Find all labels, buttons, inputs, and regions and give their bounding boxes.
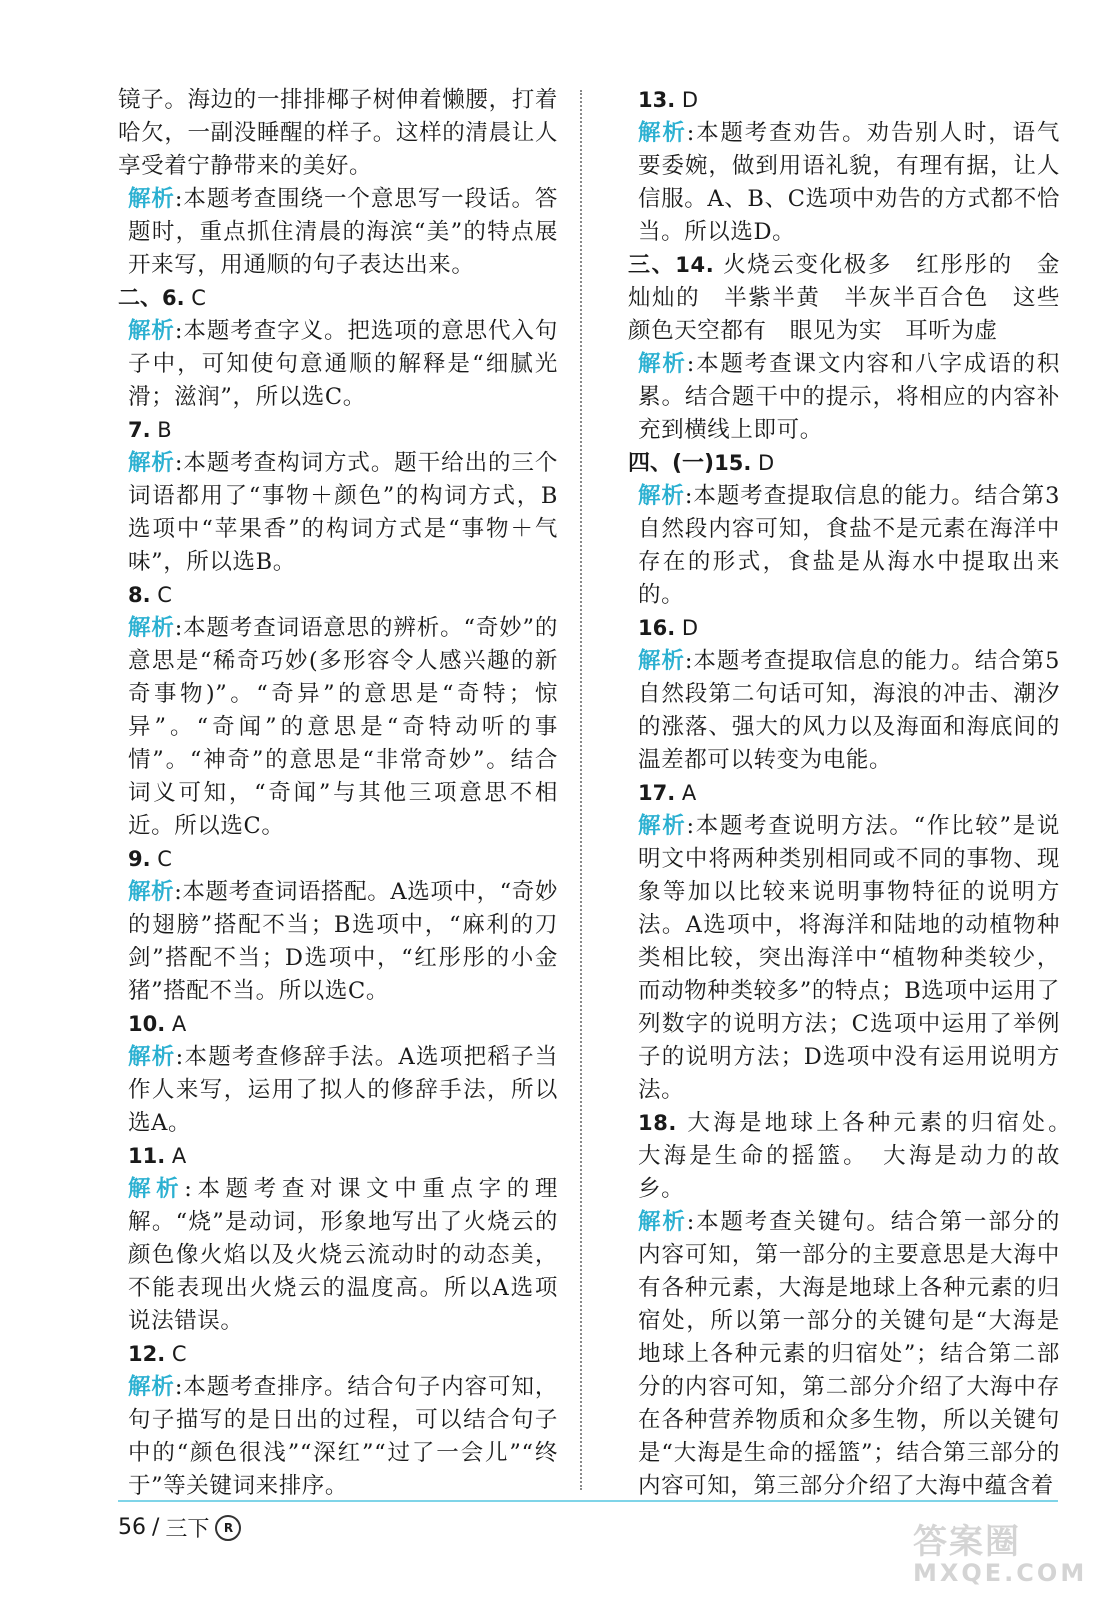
analysis-label: 解析 xyxy=(638,120,687,146)
grade-label: 三下 xyxy=(165,1517,210,1542)
question-number: 13. xyxy=(638,88,676,112)
answer-text: 大海是地球上各种元素的归宿处。 大海是生命的摇篮。 大海是动力的故乡。 xyxy=(638,1110,1084,1202)
watermark-logo-text: 答案圈 xyxy=(913,1522,1021,1562)
analysis-text: :本题考查围绕一个意思写一段话。答题时，重点抓住清晨的海滨“美”的特点展开来写，用通顺的句子表达出来。 xyxy=(128,186,559,278)
analysis-text: :本题考查对课文中重点字的理解。“烧”是动词，形象地写出了火烧云的颜色像火焰以及火烧云流动时的动态美，不能表现出火烧云的温度高。所以A选项说法错误。 xyxy=(128,1176,559,1334)
analysis-label: 解析 xyxy=(638,1209,687,1235)
answer-choice: A xyxy=(675,781,697,805)
question-number: 6. xyxy=(162,286,185,310)
analysis-paragraph xyxy=(628,117,1060,249)
edition-badge-icon: R xyxy=(215,1515,241,1541)
question-number: 8. xyxy=(128,583,151,607)
question-item xyxy=(118,1008,558,1041)
question-number: 16. xyxy=(638,616,676,640)
right-column xyxy=(628,84,1084,1503)
question-item xyxy=(628,447,1060,480)
analysis-paragraph xyxy=(628,645,1060,777)
analysis-paragraph xyxy=(118,1371,558,1503)
question-number: 7. xyxy=(128,418,151,442)
question-item xyxy=(628,612,1060,645)
analysis-text: :本题考查提取信息的能力。结合第3自然段内容可知，食盐不是元素在海洋中存在的形式，食盐是从海水中提取出来的。 xyxy=(638,483,1060,608)
question-item xyxy=(118,1140,558,1173)
analysis-label: 解析 xyxy=(128,450,175,476)
answer-choice: C xyxy=(150,583,172,607)
analysis-text: :本题考查修辞手法。A选项把稻子当作人来写，运用了拟人的修辞手法，所以选A。 xyxy=(128,1044,559,1136)
analysis-paragraph xyxy=(628,810,1060,1107)
analysis-label: 解析 xyxy=(128,615,175,641)
question-number: 17. xyxy=(638,781,676,805)
analysis-paragraph xyxy=(118,1041,558,1140)
analysis-paragraph xyxy=(628,1206,1060,1503)
analysis-text: :本题考查说明方法。“作比较”是说明文中将两种类别相同或不同的事物、现象等加以比较来说明事物特征的说明方法。A选项中，将海洋和陆地的动植物种类相比较，突出海洋中“植物种类较少，而动物种类较多”的特点；B选项中运用了列数字的说明方法；C选项中运用了举例子的说明方法；D选项中没有运用说明方法。 xyxy=(638,813,1061,1103)
question-item xyxy=(118,579,558,612)
column-divider xyxy=(580,90,582,1490)
analysis-paragraph xyxy=(118,447,558,579)
analysis-text: :本题考查劝告。劝告别人时，语气要委婉，做到用语礼貌，有理有据，让人信服。A、B、C选项中劝告的方式都不恰当。所以选D。 xyxy=(638,120,1060,245)
answer-choice: D xyxy=(675,88,699,112)
answer-choice: A xyxy=(165,1144,187,1168)
page-separator: / xyxy=(152,1515,160,1540)
analysis-text: :本题考查词语意思的辨析。“奇妙”的意思是“稀奇巧妙(多形容令人感兴趣的新奇事物)”。“奇异”的意思是“奇特；惊异”。“奇闻”的意思是“奇特动听的事情”。“神奇”的意思是“非常奇妙”。结合词义可知，“奇闻”与其他三项意思不相近。所以选C。 xyxy=(128,615,558,839)
question-number: 14. xyxy=(675,253,715,277)
answer-choice: C xyxy=(150,847,172,871)
answer-choice: D xyxy=(751,451,775,475)
analysis-text: :本题考查字义。把选项的意思代入句子中，可知使句意通顺的解释是“细腻光滑；滋润”，所以选C。 xyxy=(128,318,559,410)
question-number: 10. xyxy=(128,1012,166,1036)
question-item xyxy=(628,1107,1084,1206)
left-column xyxy=(118,84,558,1503)
question-number: 18. xyxy=(638,1111,678,1135)
question-item xyxy=(628,84,1060,117)
analysis-text: :本题考查提取信息的能力。结合第5自然段第二句话可知，海浪的冲击、潮汐的涨落、强大的风力以及海面和海底间的温差都可以转变为电能。 xyxy=(638,648,1060,773)
analysis-label: 解析 xyxy=(638,483,685,509)
answer-choice: A xyxy=(165,1012,187,1036)
analysis-paragraph xyxy=(628,480,1060,612)
analysis-text: :本题考查词语搭配。A选项中，“奇妙的翅膀”搭配不当；B选项中，“麻利的刀剑”搭配不当；D选项中，“红彤彤的小金猪”搭配不当。所以选C。 xyxy=(128,879,558,1004)
page-footer xyxy=(118,1512,241,1543)
question-number: 12. xyxy=(128,1342,166,1366)
analysis-paragraph xyxy=(118,876,558,1008)
analysis-label: 解析 xyxy=(128,318,175,344)
question-item xyxy=(118,414,558,447)
question-number: 11. xyxy=(128,1144,166,1168)
section-number: 二、 xyxy=(118,286,163,311)
page-number: 56 xyxy=(118,1515,146,1540)
answer-text: 镜子。海边的一排排椰子树伸着懒腰，打着哈欠，一副没睡醒的样子。这样的清晨让人享受着宁静带来的美好。 xyxy=(118,87,558,179)
question-number: 9. xyxy=(128,847,151,871)
analysis-paragraph xyxy=(628,348,1060,447)
analysis-paragraph xyxy=(118,1173,558,1338)
analysis-text: :本题考查构词方式。题干给出的三个词语都用了“事物＋颜色”的构词方式，B选项中“苹果香”的构词方式是“事物＋气味”，所以选B。 xyxy=(128,450,559,575)
analysis-paragraph xyxy=(118,183,558,282)
section-number: 三、 xyxy=(628,253,676,278)
analysis-label: 解析 xyxy=(638,648,685,674)
analysis-label: 解析 xyxy=(128,1374,175,1400)
watermark-url: MXQE.COM xyxy=(913,1559,1088,1587)
site-watermark xyxy=(913,1514,1088,1587)
analysis-label: 解析 xyxy=(128,879,175,905)
question-number: 15. xyxy=(714,451,752,475)
section-number: 四、(一) xyxy=(628,451,715,476)
analysis-text: :本题考查关键句。结合第一部分的内容可知，第一部分的主要意思是大海中有各种元素，大海是地球上各种元素的归宿处，所以第一部分的关键句是“大海是地球上各种元素的归宿处”；结合第二部分的内容可知，第二部分介绍了大海中存在各种营养物质和众多生物，所以关键句是“大海是生命的摇篮”；结合第三部分的内容可知，第三部分介绍了大海中蕴含着 xyxy=(638,1209,1060,1499)
question-item xyxy=(118,1338,558,1371)
question-item xyxy=(118,282,558,315)
analysis-text: :本题考查课文内容和八字成语的积累。结合题干中的提示，将相应的内容补充到横线上即可。 xyxy=(638,351,1060,443)
analysis-text: :本题考查排序。结合句子内容可知，句子描写的是日出的过程，可以结合句子中的“颜色很浅”“深红”“过了一会儿”“终于”等关键词来排序。 xyxy=(128,1374,559,1499)
analysis-paragraph xyxy=(118,612,558,843)
question-item xyxy=(628,249,1060,348)
answer-choice: B xyxy=(150,418,172,442)
answer-choice: C xyxy=(184,286,206,310)
footer-rule xyxy=(118,1500,1058,1502)
answer-choice: C xyxy=(165,1342,187,1366)
analysis-label: 解析 xyxy=(128,1176,185,1202)
analysis-paragraph xyxy=(118,315,558,414)
analysis-label: 解析 xyxy=(128,1044,176,1070)
analysis-label: 解析 xyxy=(128,186,175,212)
answer-choice: D xyxy=(675,616,699,640)
answer-text: 火烧云变化极多 红彤彤的 金灿灿的 半紫半黄 半灰半百合色 这些颜色天空都有 眼见为实 耳听为虚 xyxy=(628,252,1060,344)
question-item xyxy=(118,843,558,876)
question-item xyxy=(628,777,1060,810)
analysis-label: 解析 xyxy=(638,813,687,839)
analysis-label: 解析 xyxy=(638,351,687,377)
